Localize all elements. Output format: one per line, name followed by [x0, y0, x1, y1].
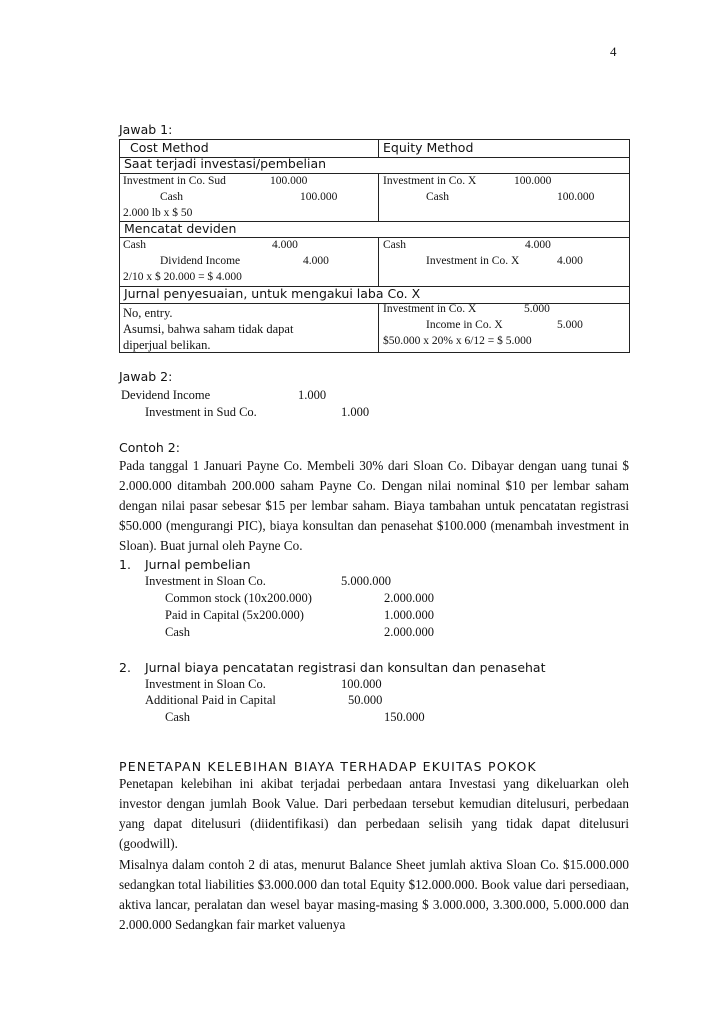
section-investasi: Saat terjadi investasi/pembelian	[124, 156, 327, 171]
s2-cost-credit: Dividend Income	[160, 255, 241, 267]
s3-cost-line1: No, entry.	[123, 306, 173, 320]
jawab1-title: Jawab 1:	[119, 122, 173, 137]
item2-debit-amount: 100.000	[341, 677, 382, 691]
item2-debit: Investment in Sloan Co.	[145, 677, 266, 691]
s1-equity-credit: Cash	[426, 191, 449, 203]
penetapan-paragraph-2: Misalnya dalam contoh 2 di atas, menurut Balance Sheet jumlah aktiva Sloan Co. $15.000.000 sedangkan total liabilities $3.000.000 dan total Equity $12.000.000. Book value dari persediaan, aktiva lancar, peralatan dan wesel bayar masing-masing $ 3.000.000, 3.300.000, 5.000.000 dan 2.000.000 Sedangkan fair market valuenya	[119, 857, 629, 932]
item1-credit2: Paid in Capital (5x200.000)	[165, 608, 304, 622]
section-heading-penetapan: PENETAPAN KELEBIHAN BIAYA TERHADAP EKUITAS POKOK	[119, 759, 537, 774]
s3-equity-note: $50.000 x 20% x 6/12 = $ 5.000	[383, 335, 532, 347]
s1-cost-credit: Cash	[160, 191, 183, 203]
s3-equity-credit: Income in Co. X	[426, 319, 503, 331]
s1-cost-debit-amount: 100.000	[270, 175, 308, 187]
item1-credit1: Common stock (10x200.000)	[165, 591, 312, 605]
journal-table	[119, 139, 630, 353]
s3-equity-debit: Investment in Co. X	[383, 303, 477, 315]
item2-title: Jurnal biaya pencatatan registrasi dan konsultan dan penasehat	[145, 660, 546, 675]
section-deviden: Mencatat deviden	[124, 221, 237, 236]
section-jurnal-penyesuaian: Jurnal penyesuaian, untuk mengakui laba Co. X	[124, 286, 421, 301]
jawab2-title: Jawab 2:	[119, 369, 173, 384]
page-number: 4	[610, 44, 617, 59]
item2-credit-amount: 150.000	[384, 710, 425, 724]
s2-cost-debit: Cash	[123, 239, 146, 251]
header-cost-method: Cost Method	[130, 140, 209, 155]
item2-credit: Cash	[165, 710, 190, 724]
penetapan-paragraph-1: Penetapan kelebihan ini akibat terjadai perbedaan antara Investasi yang dikeluarkan oleh investor dengan jumlah Book Value. Dari perbedaan tersebut kemudian ditelusuri, perbedaan yang dapat ditelusuri (diidentifikasi) dan perbedaan selisih yang tidak dapat ditelusuri (goodwill).	[119, 776, 629, 851]
s2-cost-credit-amount: 4.000	[303, 255, 329, 267]
s2-cost-note: 2/10 x $ 20.000 = $ 4.000	[123, 271, 242, 283]
s1-equity-debit: Investment in Co. X	[383, 175, 477, 187]
jawab2-debit: Devidend Income	[121, 388, 211, 402]
jawab2-credit-amount: 1.000	[341, 405, 370, 419]
contoh2-body: Pada tanggal 1 Januari Payne Co. Membeli 30% dari Sloan Co. Dibayar dengan uang tunai $ 2.000.000 ditambah 200.000 saham Payne Co. Dengan nilai nominal $10 per lembar saham dengan nilai pasar sebesar $15 per lembar saham. Biaya tambahan untuk pencatatan registrasi $50.000 (mengurangi PIC), biaya konsultan dan penasehat $100.000 (menambah investment in Sloan). Buat jurnal oleh Payne Co.	[119, 458, 629, 553]
s2-equity-debit-amount: 4.000	[525, 239, 551, 251]
s3-equity-credit-amount: 5.000	[557, 319, 583, 331]
s1-equity-debit-amount: 100.000	[514, 175, 552, 187]
item1-title: Jurnal pembelian	[145, 557, 251, 572]
s3-equity-debit-amount: 5.000	[524, 303, 550, 315]
s2-equity-credit-amount: 4.000	[557, 255, 583, 267]
item1-number: 1.	[119, 557, 131, 572]
item2-debit2: Additional Paid in Capital	[145, 693, 276, 707]
s1-equity-credit-amount: 100.000	[557, 191, 595, 203]
s1-cost-credit-amount: 100.000	[300, 191, 338, 203]
jawab2-debit-amount: 1.000	[298, 388, 327, 402]
s2-equity-credit: Investment in Co. X	[426, 255, 520, 267]
s1-cost-note: 2.000 lb x $ 50	[123, 207, 193, 219]
s3-cost-line2: Asumsi, bahwa saham tidak dapat	[123, 322, 294, 336]
s3-cost-line3: diperjual belikan.	[123, 338, 211, 352]
item2-debit2-amount: 50.000	[348, 693, 383, 707]
jawab2-credit: Investment in Sud Co.	[145, 405, 257, 419]
item2-number: 2.	[119, 660, 131, 675]
item1-credit2-amount: 1.000.000	[384, 608, 434, 622]
item1-debit-amount: 5.000.000	[341, 574, 391, 588]
contoh2-title: Contoh 2:	[119, 440, 180, 455]
item1-credit1-amount: 2.000.000	[384, 591, 434, 605]
s2-cost-debit-amount: 4.000	[272, 239, 298, 251]
item1-credit3: Cash	[165, 625, 190, 639]
s2-equity-debit: Cash	[383, 239, 406, 251]
item1-debit: Investment in Sloan Co.	[145, 574, 266, 588]
s1-cost-debit: Investment in Co. Sud	[123, 175, 226, 187]
item1-credit3-amount: 2.000.000	[384, 625, 434, 639]
header-equity-method: Equity Method	[383, 140, 474, 155]
